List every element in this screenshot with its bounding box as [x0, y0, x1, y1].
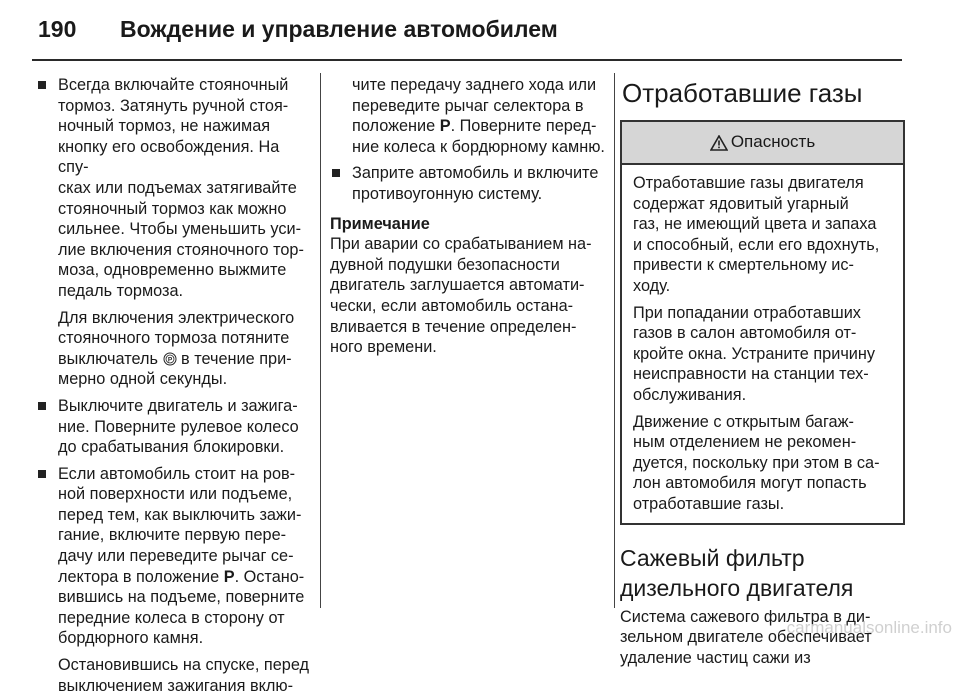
parking-brake-icon [163, 352, 177, 366]
square-bullet-icon [38, 470, 46, 478]
warning-paragraph-3: Движение с открытым багаж- ным отделением не рекомен- дуется, поскольку при этом в са- лон автомобиля могут попасть отработавшие газы. [633, 412, 880, 513]
chapter-title: Вождение и управление автомобилем [120, 16, 558, 42]
column-2 [330, 75, 612, 358]
note-block: Примечание При аварии со срабатыванием на- дувной подушки безопасности двигатель заглушается автомати- чески, если автомобиль остана- вливается в течение определен- ного времени. [330, 214, 612, 358]
warning-triangle-icon [710, 135, 728, 151]
header-rule [32, 59, 902, 61]
bullet-text: Всегда включайте стояночный тормоз. Затянуть ручной стоя- ночный тормоз, не нажимая кнопку его освобождения. На спу- сках или подъемах затягивайте стояночный тормоз как можно сильнее. Чтобы уменьшить уси- лие включения стояночного тор- моза, одновременно выжмите педаль тормоза. [58, 76, 304, 300]
section-title: Отработавшие газы [622, 78, 863, 108]
bullet-ignition: Выключите двигатель и зажига- ние. Поверните рулевое колесо до срабатывания блокировки. [36, 396, 311, 458]
svg-text:P: P [167, 356, 172, 364]
subsection-body: Система сажевого фильтра в ди- зельном двигателе обеспечивает удаление частиц сажи из [620, 607, 872, 667]
downhill-paragraph: Остановившись на спуске, перед выключением зажигания вклю- [58, 656, 310, 695]
warning-header [622, 122, 903, 165]
bullet-gear: Если автомобиль стоит на ров- ной поверхности или подъеме, перед тем, как выключить зажи- гание, включите первую пере- дачу или переведите рычаг се- лектора в положение P. Остано- вившись на подъеме, поверните передние колеса в сторону от бордюрного камня. [36, 464, 311, 649]
column-3 [620, 78, 905, 668]
warning-label: Опасность [730, 132, 816, 152]
warning-paragraph-1: Отработавшие газы двигателя содержат ядовитый угарный газ, не имеющий цвета и запаха и способный, если его вдохнуть, привести к смертельному ис- ходу. [633, 174, 880, 295]
warning-box [620, 120, 905, 525]
column-divider-1 [320, 73, 321, 608]
square-bullet-icon [38, 402, 46, 410]
square-bullet-icon [332, 169, 340, 177]
page-number: 190 [38, 16, 77, 42]
note-title: Примечание [330, 214, 430, 233]
continued-paragraph: чите передачу заднего хода или переведите рычаг селектора в положение P. Поверните перед- ние колеса к бордюрному камню. [352, 76, 605, 156]
square-bullet-icon [38, 81, 46, 89]
electric-brake-paragraph: Для включения электрического стояночного тормоза потяните выключатель P в течение при- мерно одной секунды. [58, 308, 295, 389]
warning-paragraph-2: При попадании отработавших газов в салон автомобиля от- кройте окна. Устраните причину неисправности на станции тех- обслуживания. [633, 303, 876, 404]
column-1 [36, 75, 311, 696]
column-divider-2 [614, 73, 615, 608]
watermark: carmanualsonline.info [786, 618, 952, 637]
warning-body [622, 165, 903, 523]
bullet-parking-brake [36, 75, 311, 302]
subsection-title: Сажевый фильтр дизельного двигателя [620, 544, 854, 601]
bullet-lock: Заприте автомобиль и включите противоугонную систему. [330, 163, 612, 204]
